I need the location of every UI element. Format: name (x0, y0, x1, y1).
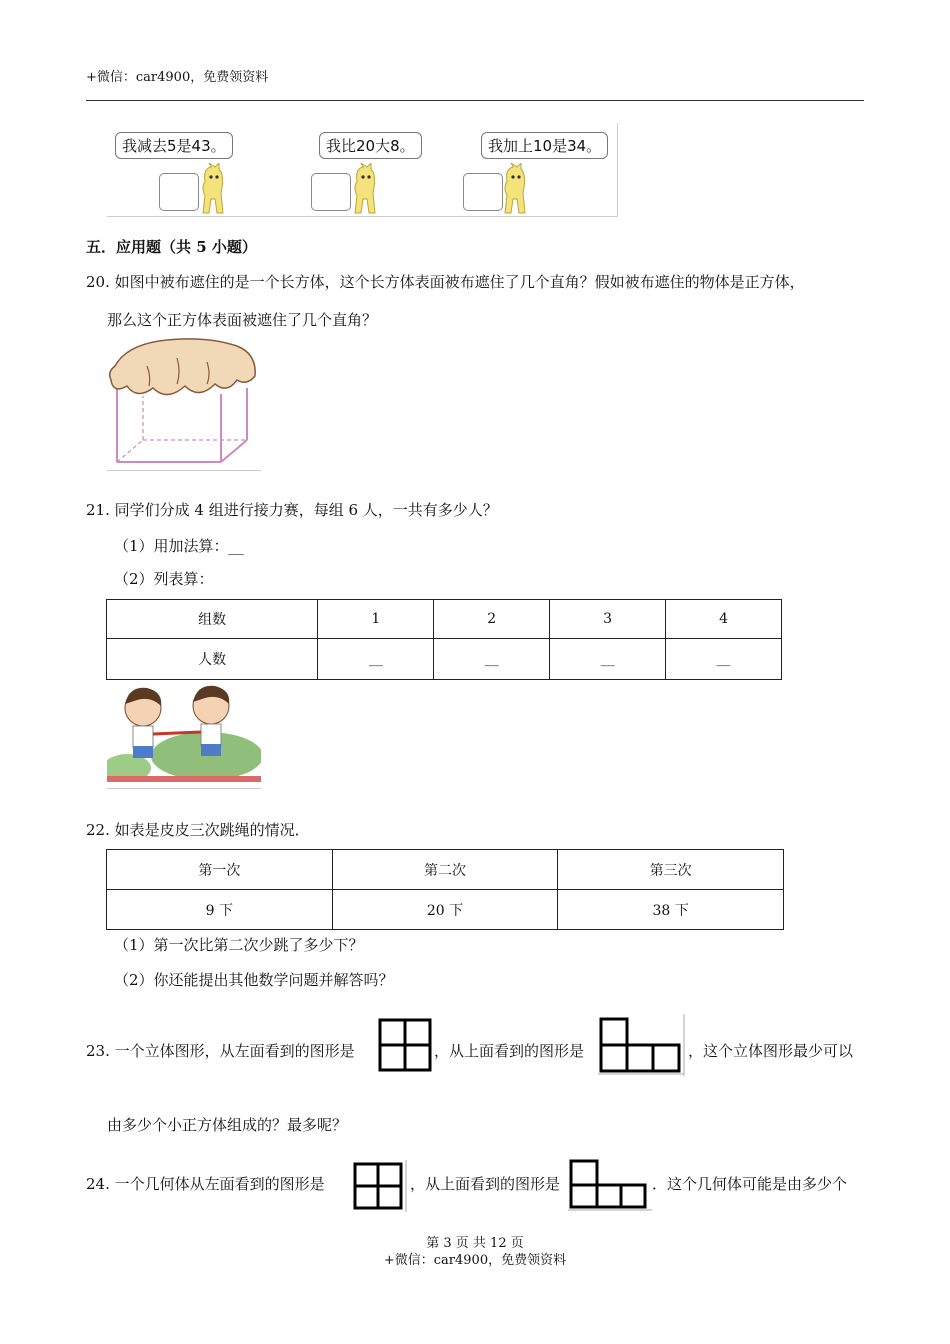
q23-line2: 由多少个小正方体组成的？最多呢？ (107, 1116, 348, 1134)
table-cell: 3 (550, 600, 666, 639)
table-cell: 第三次 (558, 850, 784, 890)
q24-seg3: ．这个几何体可能是由多少个 (652, 1175, 848, 1193)
answer-box-1 (159, 173, 199, 211)
answer-box-2 (311, 173, 351, 211)
top-figure (107, 123, 618, 217)
section-title: 五．应用题（共 5 小题） (86, 238, 257, 256)
speech-bubble-3: 我加上10是34。 (481, 132, 608, 159)
q23-seg2: ，从上面看到的图形是 (434, 1042, 585, 1060)
table-cell: 1 (318, 600, 434, 639)
q22-table (106, 849, 784, 930)
table-cell: __ (666, 639, 782, 680)
speech-bubble-1: 我减去5是43。 (115, 132, 233, 159)
character-icon (351, 163, 379, 215)
q24-seg2: ，从上面看到的图形是 (410, 1175, 561, 1193)
table-cell: 人数 (107, 639, 318, 680)
table-cell: 20 下 (332, 890, 558, 930)
table-cell: __ (550, 639, 666, 680)
q22-part2: （2）你还能提出其他数学问题并解答吗？ (114, 971, 394, 989)
table-cell: 2 (434, 600, 550, 639)
relay-race-illustration (107, 682, 261, 789)
q22-stem: 22. 如表是皮皮三次跳绳的情况． (86, 821, 310, 839)
q21-stem: 21. 同学们分成 4 组进行接力赛，每组 6 人，一共有多少人？ (86, 501, 498, 519)
table-cell: 第二次 (332, 850, 558, 890)
q21-table (106, 599, 782, 680)
speech-bubble-2: 我比20大8。 (319, 132, 422, 159)
top-view-l-shape-icon (568, 1158, 652, 1212)
q22-part1: （1）第一次比第二次少跳了多少下？ (114, 936, 364, 954)
q24-seg1: 24. 一个几何体从左面看到的图形是 (86, 1175, 325, 1193)
table-cell: 4 (666, 600, 782, 639)
q23-seg3: ，这个立体图形最少可以 (688, 1042, 854, 1060)
q23-seg1: 23. 一个立体图形，从左面看到的图形是 (86, 1042, 355, 1060)
table-cell: __ (434, 639, 550, 680)
left-view-2x2-icon (378, 1018, 432, 1072)
table-cell: 第一次 (107, 850, 333, 890)
covered-box-illustration (107, 336, 261, 471)
footer-watermark: +微信：car4900，免费领资料 (383, 1253, 567, 1268)
q20-line1: 20. 如图中被布遮住的是一个长方体，这个长方体表面被布遮住了几个直角？假如被布遮住的物体是正方体， (86, 273, 805, 291)
header-divider (86, 100, 864, 101)
top-view-l-shape-icon (598, 1014, 686, 1076)
q21-part1: （1）用加法算：__ (114, 537, 244, 555)
answer-box-3 (463, 173, 503, 211)
character-icon (199, 163, 227, 215)
table-cell: 组数 (107, 600, 318, 639)
header-watermark: +微信：car4900，免费领资料 (86, 70, 269, 85)
q20-line2: 那么这个正方体表面被遮住了几个直角？ (107, 311, 378, 329)
page-number: 第 3 页 共 12 页 (426, 1236, 524, 1251)
left-view-2x2-icon (352, 1160, 408, 1212)
q21-part2: （2）列表算： (114, 570, 214, 588)
table-cell: 38 下 (558, 890, 784, 930)
character-icon (501, 163, 529, 215)
table-cell: __ (318, 639, 434, 680)
table-cell: 9 下 (107, 890, 333, 930)
